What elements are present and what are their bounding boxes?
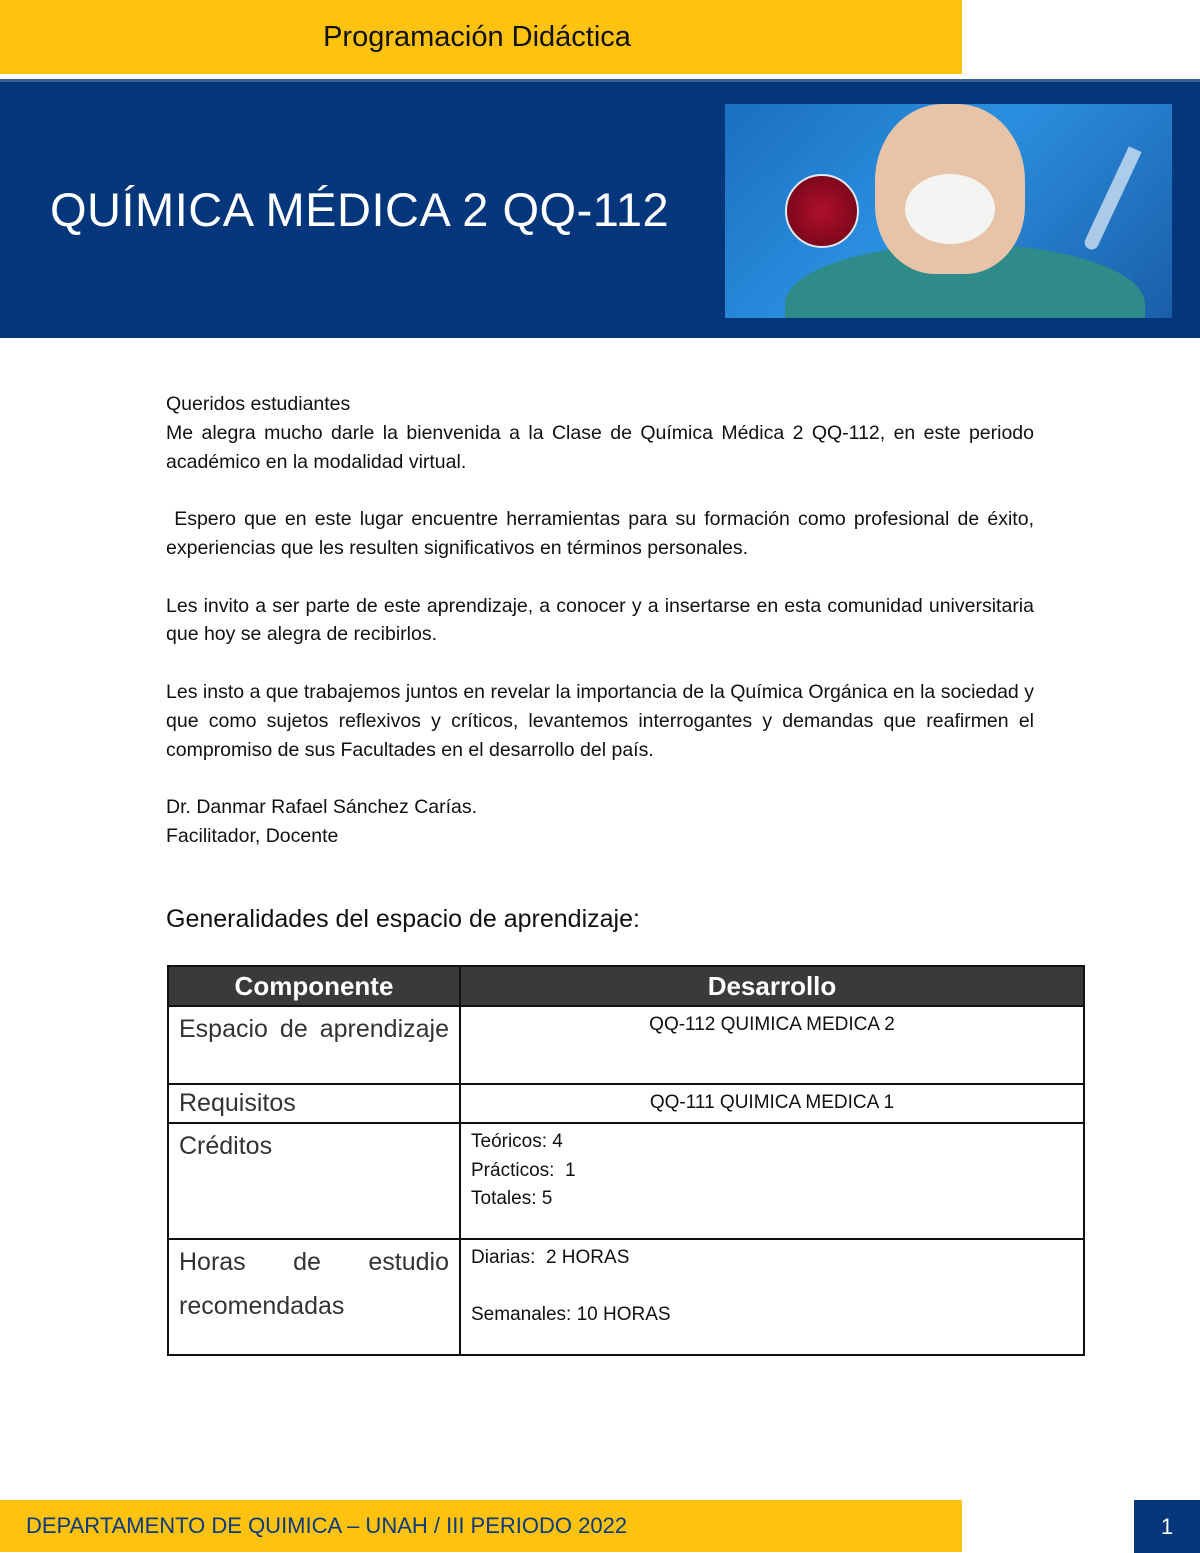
letter-paragraph: Espero que en este lugar encuentre herramientas para su formación como profesional de éxito, experiencias que les resulten significativos en términos personales.: [166, 508, 1040, 559]
flask-icon: [785, 174, 859, 248]
table-row: [168, 1084, 1084, 1123]
table-header-row: [168, 966, 1084, 1006]
cell-value: [460, 1239, 1084, 1355]
hours-line: Diarias: 2 HORAS: [471, 1247, 630, 1268]
cell-component: Espacio de aprendizaje: [168, 1006, 460, 1084]
course-title: QUÍMICA MÉDICA 2 QQ-112: [50, 183, 670, 236]
table-row: [168, 1006, 1084, 1084]
cell-component: Créditos: [168, 1123, 460, 1239]
credit-line: Totales: 5: [471, 1188, 553, 1209]
cell-component: Horas de estudio recomendadas: [168, 1239, 460, 1355]
header-component: Componente: [168, 966, 460, 1006]
course-banner: [0, 79, 1200, 338]
header-title: Programación Didáctica: [323, 20, 631, 53]
chemist-photo: [725, 104, 1172, 318]
cell-value: [460, 1123, 1084, 1239]
signature-name: Dr. Danmar Rafael Sánchez Carías.: [166, 796, 478, 819]
page-number: 1: [1160, 1513, 1174, 1539]
header-development: Desarrollo: [460, 966, 1084, 1006]
hours-line: Semanales: 10 HORAS: [471, 1303, 671, 1325]
welcome-letter: [166, 390, 1040, 851]
signature-role: Facilitador, Docente: [166, 824, 339, 847]
table-row: [168, 1123, 1084, 1239]
generalities-table: [167, 965, 1085, 1356]
credit-line: Teóricos: 4: [471, 1131, 563, 1152]
cell-value: QQ-112 QUIMICA MEDICA 2: [460, 1006, 1084, 1084]
page-number-box: [1134, 1500, 1200, 1553]
greeting: Queridos estudiantes: [166, 393, 351, 415]
cell-value: QQ-111 QUIMICA MEDICA 1: [460, 1084, 1084, 1123]
letter-paragraph: Les insto a que trabajemos juntos en revelar la importancia de la Química Orgánica en la sociedad y que como sujetos reflexivos y críticos, levantemos interrogantes y demandas que reafirmen el compromiso de sus Facultades en el desarrollo del país.: [166, 680, 1034, 761]
letter-paragraph: Me alegra mucho darle la bienvenida a la Clase de Química Médica 2 QQ-112, en este periodo académico en la modalidad virtual.: [166, 421, 1034, 473]
credit-line: Prácticos: 1: [471, 1159, 576, 1181]
letter-paragraph: Les invito a ser parte de este aprendizaje, a conocer y a insertarse en esta comunidad universitaria que hoy se alegra de recibirlos.: [166, 594, 1034, 646]
footer-text: DEPARTAMENTO DE QUIMICA – UNAH / III PERIODO 2022: [26, 1513, 628, 1538]
test-tube-icon: [1082, 146, 1141, 252]
footer-bar: [0, 1500, 962, 1552]
table-row: [168, 1239, 1084, 1355]
cell-component: Requisitos: [168, 1084, 460, 1123]
header-bar: [0, 0, 962, 74]
section-title: Generalidades del espacio de aprendizaje:: [166, 905, 640, 933]
